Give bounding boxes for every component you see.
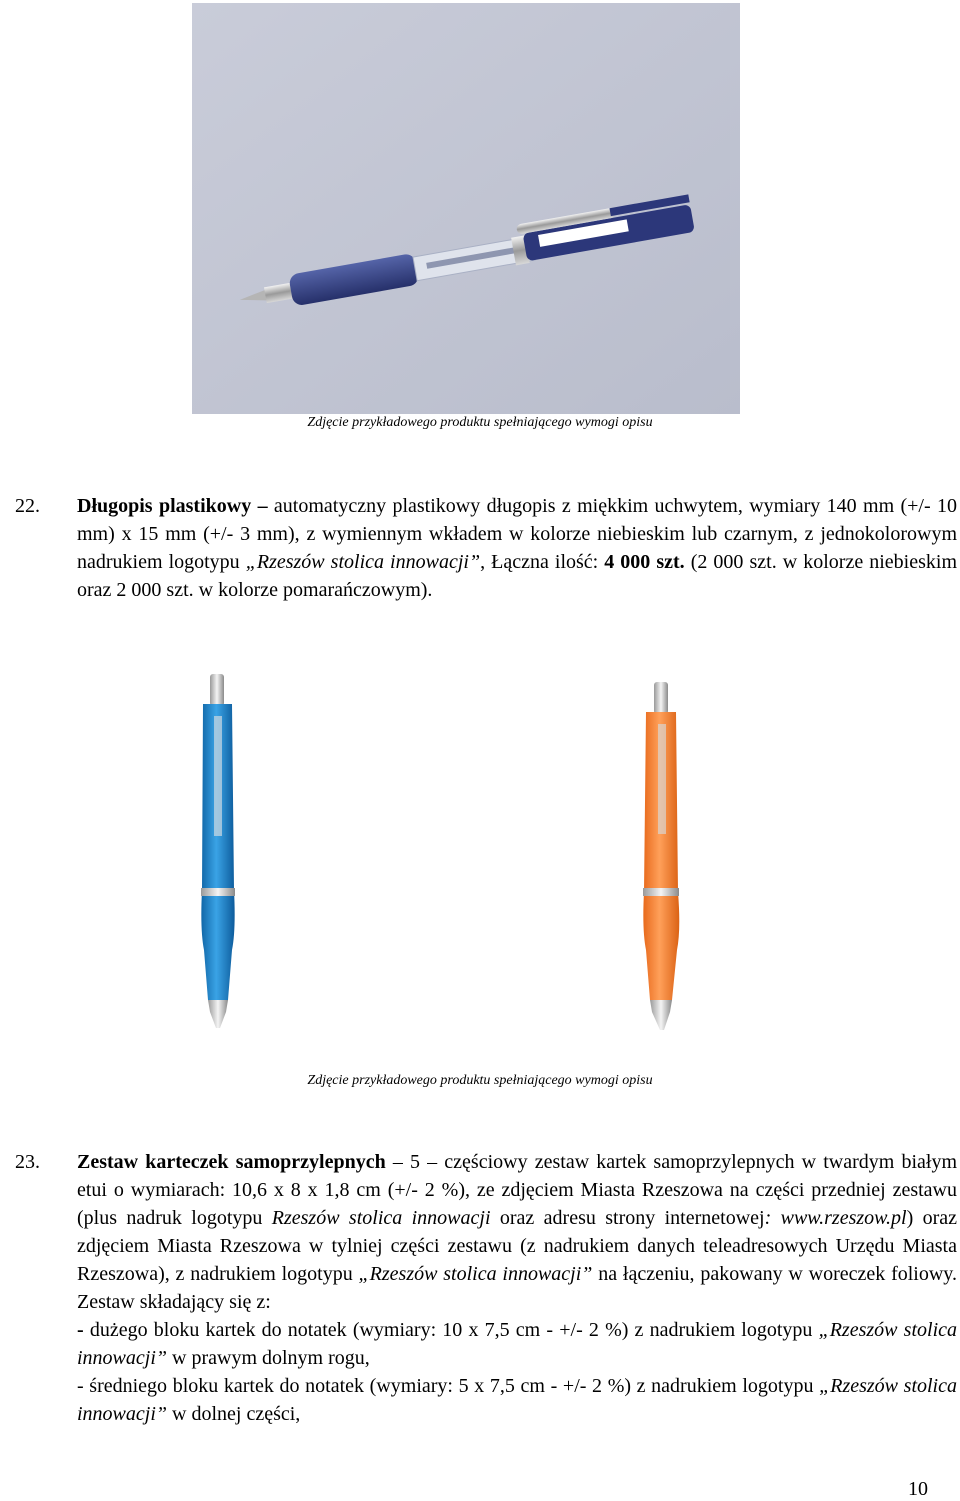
quantity: 4 000 szt. (604, 551, 685, 573)
bullet-item (77, 1372, 957, 1428)
item-23-description (77, 1148, 957, 1428)
page-number: 10 (908, 1478, 928, 1500)
item-text: ) oraz zdjęciem Miasta Rzeszowa w tylniej części zestawu (z nadrukiem danych teleadresowych Urzędu Miasta Rzeszowa), z nadrukiem logotypu (77, 1207, 958, 1285)
item-text: , Łączna ilość: (480, 551, 605, 573)
logo-name: „Rzeszów stolica innowacji” (245, 551, 481, 573)
pens-photo (0, 660, 960, 1040)
bullet-text: w dolnej części, (167, 1403, 301, 1425)
figure-caption: Zdjęcie przykładowego produktu spełniającego wymogi opisu (307, 415, 653, 430)
logo-name: Rzeszów stolica innowacji (271, 1207, 491, 1229)
item-text: automatyczny plastikowy długopis z miękkim uchwytem, wymiary 140 mm (+/- 10 mm) x 15 mm (+/- 3 mm), z wymiennym wkładem w kolorze niebieskim lub czarnym, z jednokolorowym nadrukiem logotypu (77, 495, 957, 573)
item-title: Zestaw karteczek samoprzylepnych (77, 1151, 386, 1173)
bullet-text: w prawym dolnym rogu, (167, 1347, 370, 1369)
item-text: na łączeniu, pakowany w woreczek foliowy. Zestaw składający się z: (77, 1263, 957, 1313)
item-number: 23. (15, 1151, 40, 1173)
blue-pen (201, 674, 235, 1028)
website-url: : www.rzeszow.pl (764, 1207, 907, 1229)
title-dash: – (257, 495, 268, 517)
figure-caption: Zdjęcie przykładowego produktu spełniającego wymogi opisu (307, 1073, 653, 1088)
item-title: Długopis plastikowy (77, 495, 252, 517)
item-number: 22. (15, 495, 40, 517)
item-text: (2 000 szt. w kolorze niebieskim oraz 2 000 szt. w kolorze pomarańczowym). (77, 551, 958, 601)
orange-pen (643, 682, 679, 1030)
bullet-text: - średniego bloku kartek do notatek (wymiary: 5 x 7,5 cm - +/- 2 %) z nadrukiem logotypu (77, 1375, 820, 1397)
logo-name: „Rzeszów stolica innowacji” (77, 1319, 957, 1369)
bullet-dash: - (77, 1319, 84, 1341)
logo-name: „Rzeszów stolica innowacji” (358, 1263, 593, 1285)
bullet-item (77, 1316, 957, 1372)
logo-name: „Rzeszów stolica innowacji” (77, 1375, 957, 1425)
bullet-text: dużego bloku kartek do notatek (wymiary: 10 x 7,5 cm - +/- 2 %) z nadrukiem logotypu (83, 1319, 819, 1341)
item-text: – 5 – częściowy zestaw kartek samoprzylepnych w twardym białym etui o wymiarach: 10,6 x 8 x 1,8 cm (+/- 2 %), ze zdjęciem Miasta Rzeszowa na części przedniej zestawu (plus nadruk logotypu (77, 1151, 957, 1229)
pen-photo (192, 3, 740, 414)
item-22-description (77, 492, 957, 604)
item-text: oraz adresu strony internetowej (490, 1207, 765, 1229)
